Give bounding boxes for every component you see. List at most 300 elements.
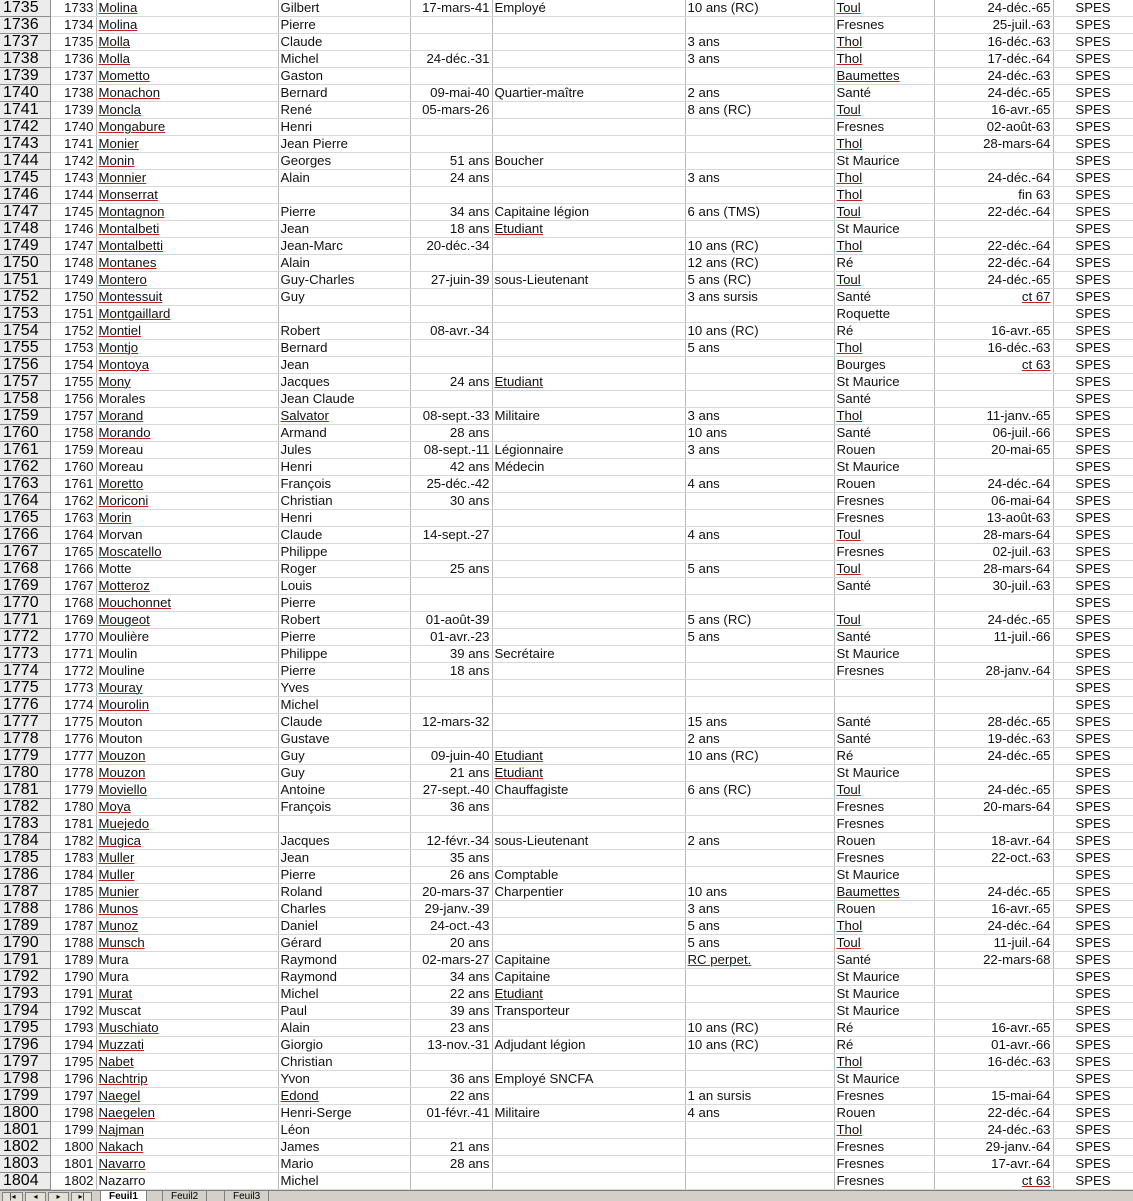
cell-date-liberation[interactable] xyxy=(934,714,1053,731)
cell-organisme[interactable] xyxy=(1053,714,1133,731)
cell-date-naissance[interactable] xyxy=(410,782,492,799)
cell-num[interactable] xyxy=(50,527,96,544)
cell-date-naissance[interactable] xyxy=(410,850,492,867)
cell-organisme[interactable] xyxy=(1053,1156,1133,1173)
cell-nom[interactable] xyxy=(96,1020,278,1037)
cell-prison[interactable] xyxy=(834,544,934,561)
row-header[interactable]: 1739 xyxy=(0,68,50,85)
cell-prenom[interactable] xyxy=(278,544,410,561)
cell-prenom[interactable] xyxy=(278,272,410,289)
cell-nom[interactable] xyxy=(96,1088,278,1105)
cell-organisme[interactable] xyxy=(1053,748,1133,765)
cell-nom[interactable] xyxy=(96,748,278,765)
cell-organisme[interactable] xyxy=(1053,408,1133,425)
cell-date-naissance[interactable] xyxy=(410,68,492,85)
cell-profession[interactable] xyxy=(492,1105,685,1122)
cell-profession[interactable] xyxy=(492,493,685,510)
cell-date-liberation[interactable] xyxy=(934,799,1053,816)
cell-prison[interactable] xyxy=(834,952,934,969)
cell-date-liberation[interactable] xyxy=(934,0,1053,17)
row-header[interactable]: 1777 xyxy=(0,714,50,731)
row-header[interactable]: 1757 xyxy=(0,374,50,391)
cell-date-liberation[interactable] xyxy=(934,595,1053,612)
row-header[interactable]: 1773 xyxy=(0,646,50,663)
cell-organisme[interactable] xyxy=(1053,952,1133,969)
cell-num[interactable] xyxy=(50,714,96,731)
cell-prison[interactable] xyxy=(834,629,934,646)
cell-profession[interactable] xyxy=(492,697,685,714)
cell-prenom[interactable] xyxy=(278,1139,410,1156)
cell-nom[interactable] xyxy=(96,374,278,391)
cell-peine[interactable] xyxy=(685,323,834,340)
cell-prison[interactable] xyxy=(834,884,934,901)
cell-num[interactable] xyxy=(50,765,96,782)
cell-prison[interactable] xyxy=(834,17,934,34)
cell-num[interactable] xyxy=(50,510,96,527)
cell-num[interactable] xyxy=(50,153,96,170)
cell-prison[interactable] xyxy=(834,578,934,595)
cell-prison[interactable] xyxy=(834,680,934,697)
cell-organisme[interactable] xyxy=(1053,935,1133,952)
cell-num[interactable] xyxy=(50,170,96,187)
cell-peine[interactable] xyxy=(685,289,834,306)
cell-prison[interactable] xyxy=(834,153,934,170)
cell-profession[interactable] xyxy=(492,34,685,51)
cell-prison[interactable] xyxy=(834,969,934,986)
row-header[interactable]: 1801 xyxy=(0,1122,50,1139)
cell-date-naissance[interactable] xyxy=(410,1173,492,1190)
cell-organisme[interactable] xyxy=(1053,1105,1133,1122)
cell-organisme[interactable] xyxy=(1053,357,1133,374)
cell-peine[interactable] xyxy=(685,374,834,391)
row-header[interactable]: 1746 xyxy=(0,187,50,204)
cell-peine[interactable] xyxy=(685,544,834,561)
cell-prison[interactable] xyxy=(834,867,934,884)
cell-num[interactable] xyxy=(50,612,96,629)
cell-prison[interactable] xyxy=(834,221,934,238)
row-header[interactable]: 1748 xyxy=(0,221,50,238)
cell-prison[interactable] xyxy=(834,136,934,153)
cell-nom[interactable] xyxy=(96,901,278,918)
cell-prison[interactable] xyxy=(834,357,934,374)
row-header[interactable]: 1783 xyxy=(0,816,50,833)
cell-prenom[interactable] xyxy=(278,102,410,119)
cell-organisme[interactable] xyxy=(1053,918,1133,935)
cell-date-liberation[interactable] xyxy=(934,442,1053,459)
cell-date-naissance[interactable] xyxy=(410,136,492,153)
row-header[interactable]: 1793 xyxy=(0,986,50,1003)
cell-profession[interactable] xyxy=(492,119,685,136)
cell-peine[interactable] xyxy=(685,561,834,578)
row-header[interactable]: 1752 xyxy=(0,289,50,306)
row-header[interactable]: 1785 xyxy=(0,850,50,867)
cell-date-liberation[interactable] xyxy=(934,1037,1053,1054)
cell-nom[interactable] xyxy=(96,765,278,782)
cell-peine[interactable] xyxy=(685,1156,834,1173)
cell-nom[interactable] xyxy=(96,51,278,68)
cell-organisme[interactable] xyxy=(1053,561,1133,578)
cell-prison[interactable] xyxy=(834,408,934,425)
cell-organisme[interactable] xyxy=(1053,731,1133,748)
cell-num[interactable] xyxy=(50,986,96,1003)
cell-profession[interactable] xyxy=(492,1173,685,1190)
cell-peine[interactable] xyxy=(685,969,834,986)
cell-date-liberation[interactable] xyxy=(934,102,1053,119)
cell-prenom[interactable] xyxy=(278,357,410,374)
cell-date-naissance[interactable] xyxy=(410,884,492,901)
cell-peine[interactable] xyxy=(685,901,834,918)
cell-prenom[interactable] xyxy=(278,221,410,238)
cell-peine[interactable] xyxy=(685,68,834,85)
cell-date-liberation[interactable] xyxy=(934,901,1053,918)
cell-date-naissance[interactable] xyxy=(410,1037,492,1054)
row-header[interactable]: 1764 xyxy=(0,493,50,510)
cell-organisme[interactable] xyxy=(1053,17,1133,34)
cell-date-naissance[interactable] xyxy=(410,1122,492,1139)
cell-organisme[interactable] xyxy=(1053,153,1133,170)
cell-date-liberation[interactable] xyxy=(934,51,1053,68)
cell-prenom[interactable] xyxy=(278,0,410,17)
cell-date-naissance[interactable] xyxy=(410,493,492,510)
cell-nom[interactable] xyxy=(96,425,278,442)
cell-date-naissance[interactable] xyxy=(410,323,492,340)
cell-nom[interactable] xyxy=(96,850,278,867)
cell-prison[interactable] xyxy=(834,595,934,612)
cell-date-naissance[interactable] xyxy=(410,119,492,136)
row-header[interactable]: 1803 xyxy=(0,1156,50,1173)
cell-profession[interactable] xyxy=(492,850,685,867)
cell-organisme[interactable] xyxy=(1053,1037,1133,1054)
cell-prison[interactable] xyxy=(834,119,934,136)
cell-peine[interactable] xyxy=(685,442,834,459)
cell-date-liberation[interactable] xyxy=(934,765,1053,782)
cell-organisme[interactable] xyxy=(1053,187,1133,204)
cell-nom[interactable] xyxy=(96,493,278,510)
cell-profession[interactable] xyxy=(492,1071,685,1088)
cell-organisme[interactable] xyxy=(1053,629,1133,646)
cell-num[interactable] xyxy=(50,408,96,425)
cell-nom[interactable] xyxy=(96,612,278,629)
cell-num[interactable] xyxy=(50,884,96,901)
cell-organisme[interactable] xyxy=(1053,442,1133,459)
cell-date-liberation[interactable] xyxy=(934,289,1053,306)
cell-peine[interactable] xyxy=(685,408,834,425)
cell-prison[interactable] xyxy=(834,323,934,340)
cell-profession[interactable] xyxy=(492,459,685,476)
sheet-tab-feuil2[interactable]: Feuil2 xyxy=(162,1191,207,1201)
cell-prison[interactable] xyxy=(834,1088,934,1105)
cell-date-naissance[interactable] xyxy=(410,612,492,629)
cell-nom[interactable] xyxy=(96,17,278,34)
cell-prison[interactable] xyxy=(834,1156,934,1173)
cell-prenom[interactable] xyxy=(278,425,410,442)
cell-organisme[interactable] xyxy=(1053,136,1133,153)
cell-nom[interactable] xyxy=(96,680,278,697)
cell-nom[interactable] xyxy=(96,816,278,833)
cell-date-liberation[interactable] xyxy=(934,1139,1053,1156)
cell-peine[interactable] xyxy=(685,425,834,442)
cell-profession[interactable] xyxy=(492,408,685,425)
cell-profession[interactable] xyxy=(492,51,685,68)
cell-num[interactable] xyxy=(50,68,96,85)
cell-peine[interactable] xyxy=(685,816,834,833)
cell-organisme[interactable] xyxy=(1053,697,1133,714)
cell-organisme[interactable] xyxy=(1053,221,1133,238)
cell-num[interactable] xyxy=(50,136,96,153)
row-header[interactable]: 1743 xyxy=(0,136,50,153)
cell-date-naissance[interactable] xyxy=(410,187,492,204)
cell-peine[interactable] xyxy=(685,799,834,816)
cell-profession[interactable] xyxy=(492,1088,685,1105)
cell-nom[interactable] xyxy=(96,697,278,714)
cell-organisme[interactable] xyxy=(1053,425,1133,442)
cell-prenom[interactable] xyxy=(278,765,410,782)
cell-date-naissance[interactable] xyxy=(410,544,492,561)
cell-profession[interactable] xyxy=(492,901,685,918)
cell-nom[interactable] xyxy=(96,136,278,153)
cell-date-naissance[interactable] xyxy=(410,646,492,663)
cell-peine[interactable] xyxy=(685,510,834,527)
cell-num[interactable] xyxy=(50,187,96,204)
cell-peine[interactable] xyxy=(685,884,834,901)
cell-date-naissance[interactable] xyxy=(410,595,492,612)
cell-profession[interactable] xyxy=(492,425,685,442)
cell-date-liberation[interactable] xyxy=(934,561,1053,578)
cell-nom[interactable] xyxy=(96,476,278,493)
cell-peine[interactable] xyxy=(685,1020,834,1037)
cell-date-liberation[interactable] xyxy=(934,493,1053,510)
cell-date-naissance[interactable] xyxy=(410,901,492,918)
cell-date-naissance[interactable] xyxy=(410,561,492,578)
cell-prison[interactable] xyxy=(834,782,934,799)
cell-num[interactable] xyxy=(50,850,96,867)
cell-profession[interactable] xyxy=(492,782,685,799)
cell-date-naissance[interactable] xyxy=(410,340,492,357)
cell-date-naissance[interactable] xyxy=(410,833,492,850)
cell-prenom[interactable] xyxy=(278,1037,410,1054)
cell-prenom[interactable] xyxy=(278,408,410,425)
cell-nom[interactable] xyxy=(96,408,278,425)
cell-date-naissance[interactable] xyxy=(410,255,492,272)
cell-prison[interactable] xyxy=(834,85,934,102)
cell-prenom[interactable] xyxy=(278,1122,410,1139)
row-header[interactable]: 1762 xyxy=(0,459,50,476)
cell-profession[interactable] xyxy=(492,374,685,391)
cell-prenom[interactable] xyxy=(278,1020,410,1037)
cell-profession[interactable] xyxy=(492,663,685,680)
cell-prison[interactable] xyxy=(834,272,934,289)
cell-prenom[interactable] xyxy=(278,561,410,578)
cell-date-liberation[interactable] xyxy=(934,629,1053,646)
cell-peine[interactable] xyxy=(685,748,834,765)
cell-profession[interactable] xyxy=(492,561,685,578)
cell-prison[interactable] xyxy=(834,714,934,731)
cell-prenom[interactable] xyxy=(278,170,410,187)
row-header[interactable]: 1760 xyxy=(0,425,50,442)
cell-prenom[interactable] xyxy=(278,918,410,935)
cell-profession[interactable] xyxy=(492,102,685,119)
cell-nom[interactable] xyxy=(96,221,278,238)
cell-date-naissance[interactable] xyxy=(410,1054,492,1071)
cell-prenom[interactable] xyxy=(278,901,410,918)
cell-date-liberation[interactable] xyxy=(934,323,1053,340)
cell-date-naissance[interactable] xyxy=(410,34,492,51)
row-header[interactable]: 1787 xyxy=(0,884,50,901)
cell-organisme[interactable] xyxy=(1053,1088,1133,1105)
cell-prenom[interactable] xyxy=(278,748,410,765)
cell-prison[interactable] xyxy=(834,731,934,748)
cell-nom[interactable] xyxy=(96,170,278,187)
cell-prison[interactable] xyxy=(834,1071,934,1088)
cell-prison[interactable] xyxy=(834,68,934,85)
cell-date-naissance[interactable] xyxy=(410,816,492,833)
cell-date-liberation[interactable] xyxy=(934,748,1053,765)
cell-nom[interactable] xyxy=(96,952,278,969)
cell-nom[interactable] xyxy=(96,561,278,578)
cell-num[interactable] xyxy=(50,680,96,697)
cell-organisme[interactable] xyxy=(1053,0,1133,17)
cell-num[interactable] xyxy=(50,476,96,493)
cell-date-naissance[interactable] xyxy=(410,731,492,748)
cell-num[interactable] xyxy=(50,442,96,459)
row-header[interactable]: 1778 xyxy=(0,731,50,748)
cell-prison[interactable] xyxy=(834,51,934,68)
cell-prenom[interactable] xyxy=(278,136,410,153)
cell-prenom[interactable] xyxy=(278,1054,410,1071)
cell-profession[interactable] xyxy=(492,340,685,357)
cell-date-naissance[interactable] xyxy=(410,1088,492,1105)
cell-profession[interactable] xyxy=(492,68,685,85)
cell-date-liberation[interactable] xyxy=(934,952,1053,969)
cell-num[interactable] xyxy=(50,731,96,748)
cell-prenom[interactable] xyxy=(278,1071,410,1088)
cell-peine[interactable] xyxy=(685,1054,834,1071)
cell-prison[interactable] xyxy=(834,391,934,408)
cell-prison[interactable] xyxy=(834,748,934,765)
cell-organisme[interactable] xyxy=(1053,323,1133,340)
cell-date-naissance[interactable] xyxy=(410,510,492,527)
row-header[interactable]: 1769 xyxy=(0,578,50,595)
row-header[interactable]: 1755 xyxy=(0,340,50,357)
cell-nom[interactable] xyxy=(96,153,278,170)
cell-organisme[interactable] xyxy=(1053,102,1133,119)
cell-prenom[interactable] xyxy=(278,459,410,476)
cell-date-naissance[interactable] xyxy=(410,1071,492,1088)
cell-peine[interactable] xyxy=(685,952,834,969)
row-header[interactable]: 1789 xyxy=(0,918,50,935)
cell-peine[interactable] xyxy=(685,731,834,748)
cell-peine[interactable] xyxy=(685,612,834,629)
cell-prison[interactable] xyxy=(834,1037,934,1054)
cell-organisme[interactable] xyxy=(1053,306,1133,323)
cell-peine[interactable] xyxy=(685,357,834,374)
cell-date-liberation[interactable] xyxy=(934,374,1053,391)
cell-organisme[interactable] xyxy=(1053,374,1133,391)
cell-prison[interactable] xyxy=(834,561,934,578)
row-header[interactable]: 1792 xyxy=(0,969,50,986)
cell-prenom[interactable] xyxy=(278,714,410,731)
cell-num[interactable] xyxy=(50,833,96,850)
cell-num[interactable] xyxy=(50,1054,96,1071)
cell-num[interactable] xyxy=(50,102,96,119)
cell-organisme[interactable] xyxy=(1053,68,1133,85)
cell-num[interactable] xyxy=(50,1020,96,1037)
row-header[interactable]: 1767 xyxy=(0,544,50,561)
cell-date-naissance[interactable] xyxy=(410,476,492,493)
cell-organisme[interactable] xyxy=(1053,867,1133,884)
cell-prison[interactable] xyxy=(834,816,934,833)
cell-num[interactable] xyxy=(50,544,96,561)
cell-prenom[interactable] xyxy=(278,986,410,1003)
cell-date-liberation[interactable] xyxy=(934,850,1053,867)
cell-profession[interactable] xyxy=(492,289,685,306)
cell-profession[interactable] xyxy=(492,527,685,544)
cell-profession[interactable] xyxy=(492,1156,685,1173)
cell-prenom[interactable] xyxy=(278,340,410,357)
cell-date-liberation[interactable] xyxy=(934,833,1053,850)
cell-profession[interactable] xyxy=(492,969,685,986)
cell-prison[interactable] xyxy=(834,442,934,459)
cell-date-naissance[interactable] xyxy=(410,867,492,884)
cell-profession[interactable] xyxy=(492,1020,685,1037)
cell-num[interactable] xyxy=(50,1088,96,1105)
row-header[interactable]: 1791 xyxy=(0,952,50,969)
cell-organisme[interactable] xyxy=(1053,578,1133,595)
row-header[interactable]: 1756 xyxy=(0,357,50,374)
cell-profession[interactable] xyxy=(492,952,685,969)
cell-prenom[interactable] xyxy=(278,51,410,68)
cell-organisme[interactable] xyxy=(1053,833,1133,850)
row-header[interactable]: 1794 xyxy=(0,1003,50,1020)
cell-num[interactable] xyxy=(50,595,96,612)
cell-prison[interactable] xyxy=(834,187,934,204)
cell-date-liberation[interactable] xyxy=(934,918,1053,935)
cell-date-liberation[interactable] xyxy=(934,17,1053,34)
cell-nom[interactable] xyxy=(96,85,278,102)
cell-nom[interactable] xyxy=(96,833,278,850)
cell-organisme[interactable] xyxy=(1053,1020,1133,1037)
cell-date-naissance[interactable] xyxy=(410,1105,492,1122)
cell-date-naissance[interactable] xyxy=(410,629,492,646)
cell-date-naissance[interactable] xyxy=(410,238,492,255)
cell-prenom[interactable] xyxy=(278,612,410,629)
row-header[interactable]: 1763 xyxy=(0,476,50,493)
cell-date-liberation[interactable] xyxy=(934,663,1053,680)
cell-date-liberation[interactable] xyxy=(934,187,1053,204)
row-header[interactable]: 1776 xyxy=(0,697,50,714)
cell-date-liberation[interactable] xyxy=(934,884,1053,901)
cell-peine[interactable] xyxy=(685,782,834,799)
cell-date-naissance[interactable] xyxy=(410,102,492,119)
cell-profession[interactable] xyxy=(492,306,685,323)
cell-prenom[interactable] xyxy=(278,680,410,697)
cell-peine[interactable] xyxy=(685,153,834,170)
cell-prenom[interactable] xyxy=(278,833,410,850)
cell-prenom[interactable] xyxy=(278,85,410,102)
cell-prenom[interactable] xyxy=(278,476,410,493)
cell-organisme[interactable] xyxy=(1053,595,1133,612)
cell-date-liberation[interactable] xyxy=(934,510,1053,527)
cell-date-naissance[interactable] xyxy=(410,306,492,323)
cell-num[interactable] xyxy=(50,578,96,595)
cell-prison[interactable] xyxy=(834,1105,934,1122)
cell-peine[interactable] xyxy=(685,204,834,221)
cell-date-liberation[interactable] xyxy=(934,1105,1053,1122)
cell-num[interactable] xyxy=(50,85,96,102)
cell-profession[interactable] xyxy=(492,833,685,850)
cell-nom[interactable] xyxy=(96,527,278,544)
cell-prison[interactable] xyxy=(834,425,934,442)
